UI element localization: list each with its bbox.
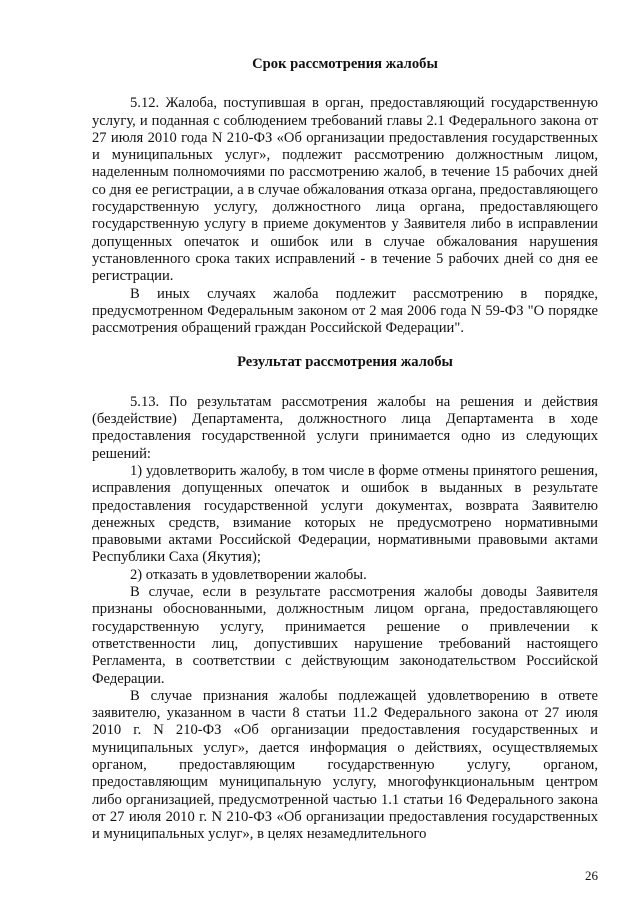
page-number: 26 <box>585 868 598 883</box>
paragraph-justified-case: В случае, если в результате рассмотрения жалобы доводы Заявителя признаны обоснованными, должностным лицом органа, предоставляющего государственную услугу, принимается решение о привлечении к ответственности лиц, допустивших нарушение требований настоящего Регламента, в соответствии с действующим законодательством Российской Федерации. <box>92 584 598 687</box>
paragraph-decision-1: 1) удовлетворить жалобу, в том числе в форме отмены принятого решения, исправления допущенных опечаток и ошибок в выданных в результате предоставления государственной услуги документах, возврата Заявителю денежных средств, взимание которых не предусмотрено нормативными правовыми актами Российской Федерации, нормативными правовыми актами Республики Саха (Якутия); <box>92 462 598 566</box>
paragraph-5-12: 5.12. Жалоба, поступившая в орган, предоставляющий государственную услугу, и поданная с соблюдением требований главы 2.1 Федерального закона от 27 июля 2010 года N 210-ФЗ «Об организации предоставления государственных и муниципальных услуг», подлежит рассмотрению должностным лицом, наделенным полномочиями по рассмотрению жалоб, в течение 15 рабочих дней со дня ее регистрации, а в случае обжалования отказа органа, предоставляющего государственную услугу, должностного лица органа, предоставляющего государственную услугу в приеме документов у Заявителя либо в исправлении допущенных опечаток и ошибок или в случае обжалования нарушения установленного срока таких исправлений - в течение 5 рабочих дней со дня ее регистрации. <box>92 95 598 285</box>
document-page <box>92 56 598 843</box>
section-heading-review-result: Результат рассмотрения жалобы <box>237 354 453 371</box>
paragraph-5-13: 5.13. По результатам рассмотрения жалобы на решения и действия (бездействие) Департамента, должностного лица Департамента в ходе предоставления государственной услуги принимается одно из следующих решений: <box>92 393 598 462</box>
paragraph-decision-2: 2) отказать в удовлетворении жалобы. <box>130 566 367 583</box>
section-heading-review-period: Срок рассмотрения жалобы <box>252 56 438 72</box>
paragraph-other-cases: В иных случаях жалоба подлежит рассмотрению в порядке, предусмотренном Федеральным законом от 2 мая 2006 года N 59-ФЗ "О порядке рассмотрения обращений граждан Российской Федерации". <box>92 285 598 337</box>
paragraph-satisfaction-case: В случае признания жалобы подлежащей удовлетворению в ответе заявителю, указанном в части 8 статьи 11.2 Федерального закона от 27 июля 2010 г. N 210-ФЗ «Об организации предоставления государственных и муниципальных услуг», дается информация о действиях, осуществляемых органом, предоставляющим государственную услугу, органом, предоставляющим муниципальную услугу, многофункциональным центром либо организацией, предусмотренной частью 1.1 статьи 16 Федерального закона от 27 июля 2010 г. N 210-ФЗ «Об организации предоставления государственных и муниципальных услуг», в целях незамедлительного <box>92 687 598 843</box>
